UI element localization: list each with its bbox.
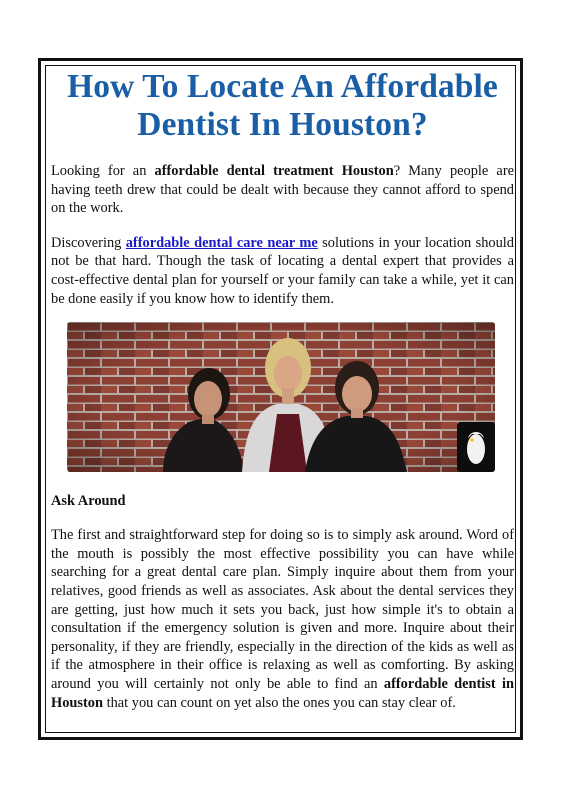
intro-keyword: affordable dental treatment Houston — [154, 163, 394, 179]
team-photo-image — [67, 322, 495, 472]
discover-text-start: Discovering — [51, 234, 126, 251]
article-title: How To Locate An Affordable Dentist In Houston? — [67, 68, 498, 143]
dental-care-link[interactable]: affordable dental care near me — [125, 234, 318, 251]
team-photo — [67, 322, 495, 472]
ask-text-start: The first and straightforward step for doing so is to simply ask around. Word of the mouth is possibly the most effective possibility you can have while searching for a great dental care plan. Simply inquire about them from your relatives, good friends as well as associates. Ask about the dental services they are getting, just how much it sets you back, just how simple it's to obtain a consultation if the emergency solution is given and more. Inquire about their personality, if they are friendly, especially in the direction of the kids as well as if the atmosphere in their office is relaxing as well as comforting. By asking around you will certainly not only be able to find an — [51, 527, 514, 692]
ask-keyword: affordable dentist in Houston — [51, 675, 514, 711]
section-heading-ask-around: Ask Around — [51, 493, 126, 510]
intro-text-start: Looking for an — [51, 163, 155, 179]
discover-paragraph — [51, 234, 514, 308]
discover-text-end: solutions in your location should not be that hard. Though the task of locating a dental expert that provides a cost-effective dental plan for yourself or your family can take a while, yet it can be done easily if you know how to identify them. — [51, 234, 515, 307]
intro-paragraph — [51, 162, 514, 218]
article — [51, 68, 514, 712]
intro-text-end: ? Many people are having teeth drew that could be dealt with because they cannot afford to spend on the work. — [51, 163, 515, 217]
penguin-logo-icon — [457, 422, 495, 472]
ask-around-paragraph — [51, 526, 514, 712]
ask-text-end: that you can count on yet also the ones you can stay clear of. — [102, 694, 456, 711]
